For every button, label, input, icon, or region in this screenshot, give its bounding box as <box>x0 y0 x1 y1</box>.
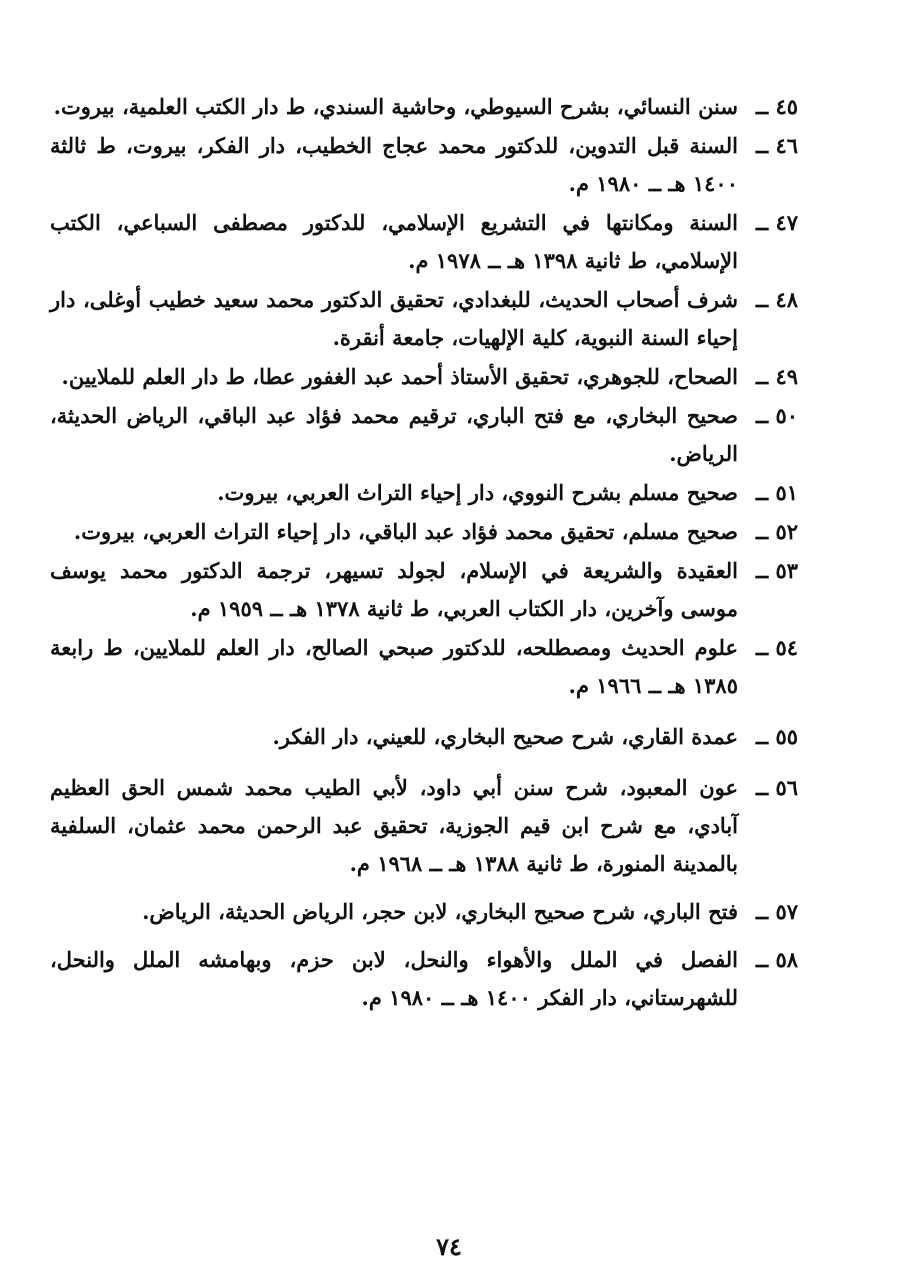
bibliography-entry <box>50 88 798 126</box>
entry-text: عون المعبود، شرح سنن أبي داود، لأبي الطيب محمد شمس الحق العظيم آبادي، مع شرح ابن قيم الجوزية، تحقيق عبد الرحمن محمد عثمان، السلفية بالمدينة المنورة، ط ثانية ١٣٨٨ هـ ــ ١٩٦٨ م. <box>50 775 738 876</box>
bibliography-entry <box>50 893 798 931</box>
entry-number: ٥٢ ــ <box>755 519 798 544</box>
entry-text: السنة ومكانتها في التشريع الإسلامي، للدكتور مصطفى السباعي، الكتب الإسلامي، ط ثانية ١٣٩٨ هـ ــ ١٩٧٨ م. <box>50 210 738 273</box>
entry-number: ٤٦ ــ <box>755 133 798 158</box>
entry-number: ٥١ ــ <box>755 480 798 505</box>
bibliography-entry <box>50 204 798 280</box>
bibliography-entry <box>50 358 798 396</box>
entry-text: فتح الباري، شرح صحيح البخاري، لابن حجر، الرياض الحديثة، الرياض. <box>142 899 738 924</box>
entry-number: ٥٦ ــ <box>755 775 798 800</box>
bibliography-entry <box>50 397 798 473</box>
entry-number: ٥٤ ــ <box>755 635 798 660</box>
entry-text: صحيح البخاري، مع فتح الباري، ترقيم محمد فؤاد عبد الباقي، الرياض الحديثة، الرياض. <box>50 403 738 466</box>
entry-text: صحيح مسلم، تحقيق محمد فؤاد عبد الباقي، دار إحياء التراث العربي، بيروت. <box>73 519 738 544</box>
entry-text: السنة قبل التدوين، للدكتور محمد عجاج الخطيب، دار الفكر، بيروت، ط ثالثة ١٤٠٠ هـ ــ ١٩٨٠ م. <box>50 133 738 196</box>
bibliography-entry <box>50 127 798 203</box>
entry-number: ٤٩ ــ <box>755 364 798 389</box>
entry-number: ٥٧ ــ <box>755 899 798 924</box>
page-number: ٧٤ <box>436 1232 462 1261</box>
entry-text: الفصل في الملل والأهواء والنحل، لابن حزم، وبهامشه الملل والنحل، للشهرستاني، دار الفكر ١٤٠٠ هـ ــ ١٩٨٠ م. <box>50 947 738 1010</box>
bibliography-entry <box>50 769 798 883</box>
bibliography-entry <box>50 552 798 628</box>
entry-text: الصحاح، للجوهري، تحقيق الأستاذ أحمد عبد الغفور عطا، ط دار العلم للملايين. <box>61 364 738 389</box>
entry-text: سنن النسائي، بشرح السيوطي، وحاشية السندي، ط دار الكتب العلمية، بيروت. <box>53 94 738 119</box>
entry-text: صحيح مسلم بشرح النووي، دار إحياء التراث العربي، بيروت. <box>217 480 738 505</box>
bibliography-entry <box>50 718 798 756</box>
entry-text: العقيدة والشريعة في الإسلام، لجولد تسيهر، ترجمة الدكتور محمد يوسف موسى وآخرين، دار الكتاب العربي، ط ثانية ١٣٧٨ هـ ــ ١٩٥٩ م. <box>50 558 738 621</box>
entry-text: شرف أصحاب الحديث، للبغدادي، تحقيق الدكتور محمد سعيد خطيب أوغلى، دار إحياء السنة النبوية، كلية الإلهيات، جامعة أنقرة. <box>50 287 738 350</box>
entry-number: ٤٨ ــ <box>755 287 798 312</box>
bibliography-entry <box>50 281 798 357</box>
entry-text: عمدة القاري، شرح صحيح البخاري، للعيني، دار الفكر. <box>272 724 738 749</box>
entry-number: ٤٧ ــ <box>755 210 798 235</box>
bibliography-entry <box>50 629 798 705</box>
bibliography-entry <box>50 513 798 551</box>
entry-number: ٤٥ ــ <box>755 94 798 119</box>
bibliography-entry <box>50 941 798 1017</box>
bibliography-list <box>50 88 798 1017</box>
entry-text: علوم الحديث ومصطلحه، للدكتور صبحي الصالح، دار العلم للملايين، ط رابعة ١٣٨٥ هـ ــ ١٩٦٦ م. <box>50 635 738 698</box>
bibliography-entry <box>50 474 798 512</box>
entry-number: ٥٣ ــ <box>755 558 798 583</box>
entry-number: ٥٥ ــ <box>755 724 798 749</box>
entry-number: ٥٨ ــ <box>755 947 798 972</box>
entry-number: ٥٠ ــ <box>755 403 798 428</box>
